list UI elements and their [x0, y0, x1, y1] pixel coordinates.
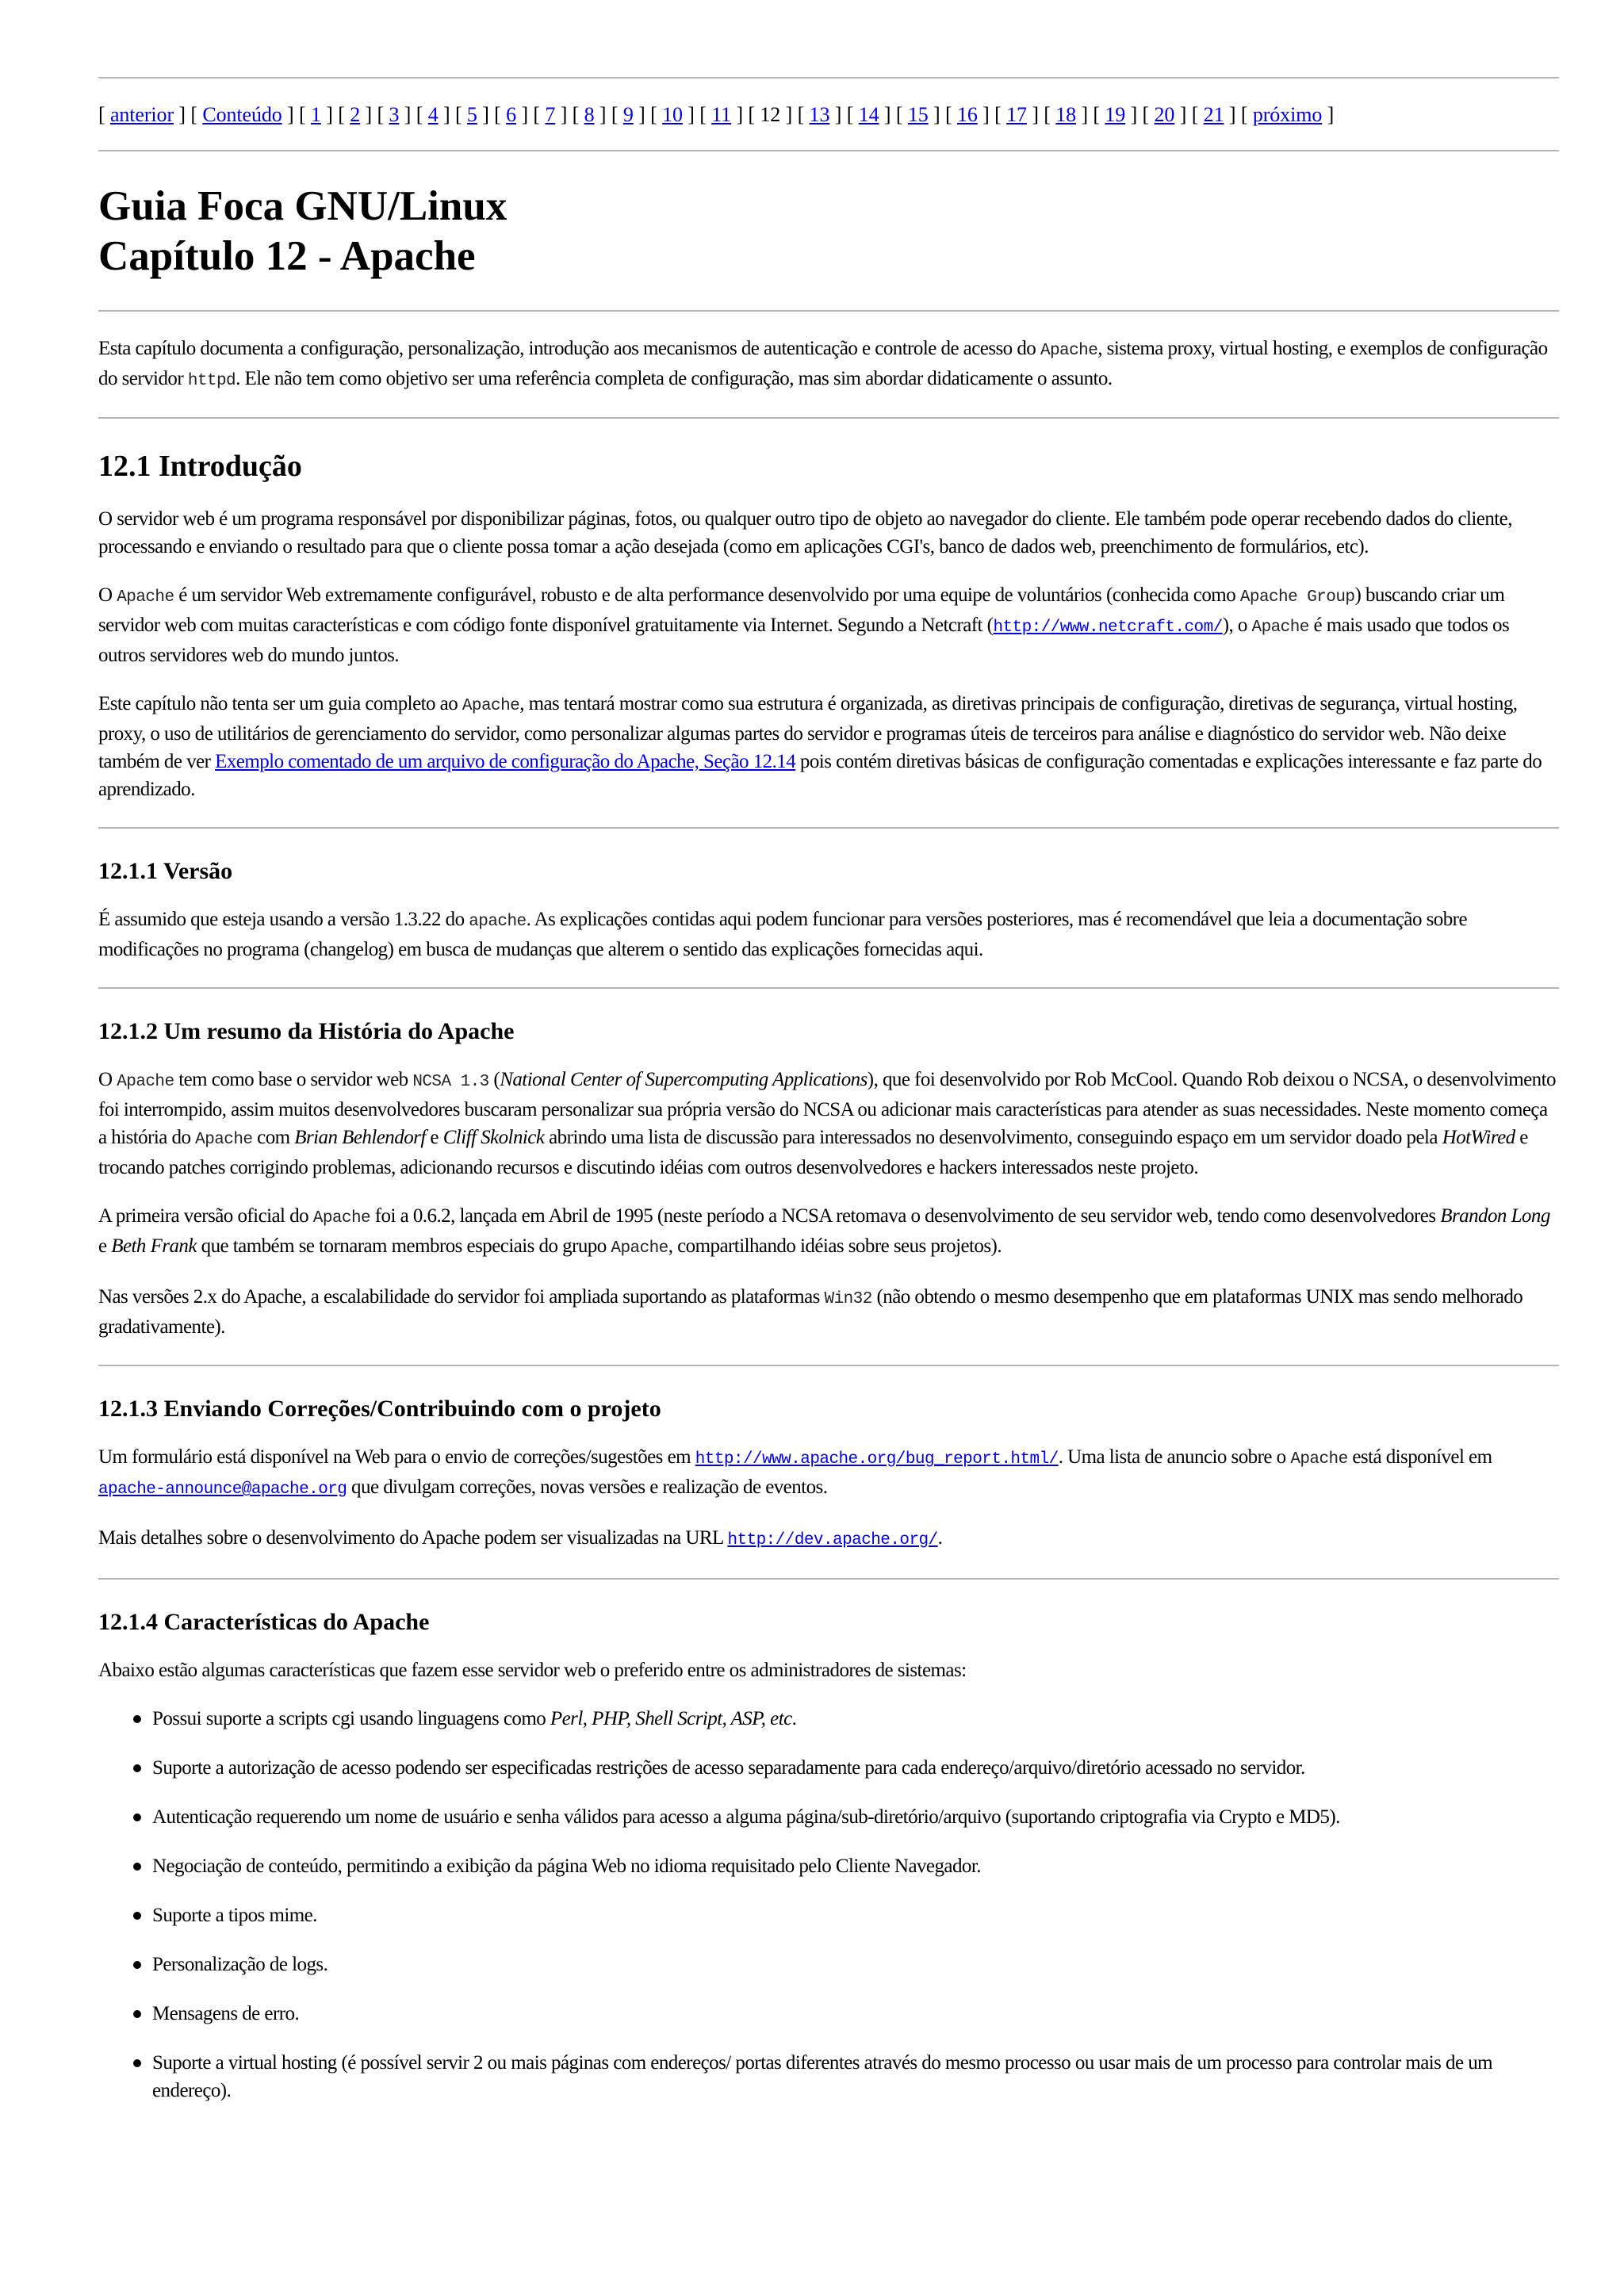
nav-page-21[interactable]: 21: [1203, 103, 1224, 126]
nav-page-20[interactable]: 20: [1154, 103, 1175, 126]
list-item: Mensagens de erro.: [98, 2000, 1559, 2028]
chapter-navigation: [ anterior ] [ Conteúdo ] [ 1 ] [ 2 ] [ 3 ] [ 4 ] [ 5 ] [ 6 ] [ 7 ] [ 8 ] [ 9 ] [ 10 ] [ 11 ] [ 12 ] [ 13 ] [ 14 ] [ 15 ] [ 16 ] [ 17 ] [ 18 ] [ 19 ] [ 20 ] [ 21 ] [ próximo ]: [98, 103, 1335, 126]
section-heading-12-1-3: 12.1.3 Enviando Correções/Contribuindo com o projeto: [98, 1396, 661, 1422]
paragraph: O Apache tem como base o servidor web NCSA 1.3 (National Center of Supercomputing Applications), que foi desenvolvido por Rob McCool. Quando Rob deixou o NCSA, o desenvolvimento foi interrompido, assim muitos desenvolvedores buscaram personalizar sua própria versão do NCSA ou adicionar mais características para atender as suas necessidades. Neste momento começa a história do Apache com Brian Behlendorf e Cliff Skolnick abrindo uma lista de discussão para interessados no desenvolvimento, conseguindo espaço em um servidor doado pela HotWired e trocando patches corrigindo problemas, adicionando recursos e discutindo idéias com outros desenvolvedores e hackers interessados neste projeto.: [98, 1069, 1556, 1178]
paragraph: Mais detalhes sobre o desenvolvimento do Apache podem ser visualizadas na URL http://dev.apache.org/.: [98, 1527, 943, 1549]
divider: [98, 1365, 1559, 1366]
nav-contents-link[interactable]: Conteúdo: [202, 103, 282, 126]
dev-apache-link[interactable]: http://dev.apache.org/: [727, 1531, 938, 1549]
nav-page-9[interactable]: 9: [622, 103, 634, 126]
nav-page-14[interactable]: 14: [858, 103, 879, 126]
nav-page-8[interactable]: 8: [584, 103, 595, 126]
config-example-link[interactable]: Exemplo comentado de um arquivo de configuração do Apache, Seção 12.14: [215, 751, 796, 772]
netcraft-link[interactable]: http://www.netcraft.com/: [993, 618, 1223, 637]
list-item: Personalização de logs.: [98, 1951, 1559, 1978]
section-heading-12-1-1: 12.1.1 Versão: [98, 858, 233, 884]
list-item: Suporte a tipos mime.: [98, 1901, 1559, 1929]
announce-email-link[interactable]: apache-announce@apache.org: [98, 1480, 347, 1499]
paragraph: Abaixo estão algumas características que fazem esse servidor web o preferido entre os administradores de sistemas:: [98, 1660, 967, 1681]
divider: [98, 987, 1559, 989]
paragraph: É assumido que esteja usando a versão 1.3.22 do apache. As explicações contidas aqui podem funcionar para versões posteriores, mas é recomendável que leia a documentação sobre modificações no programa (changelog) em busca de mudanças que alterem o sentido das explicações fornecidas aqui.: [98, 909, 1468, 960]
section-heading-12-1-2: 12.1.2 Um resumo da História do Apache: [98, 1018, 515, 1044]
divider: [98, 827, 1559, 829]
document-page: [98, 77, 1559, 2126]
list-item: Suporte a virtual hosting (é possível servir 2 ou mais páginas com endereços/ portas diferentes através do mesmo processo ou usar mais de um processo para controlar mais de um endereço).: [98, 2049, 1559, 2104]
divider: [98, 310, 1559, 312]
nav-page-2[interactable]: 2: [350, 103, 361, 126]
features-list: [98, 1705, 1559, 2104]
nav-previous-link[interactable]: anterior: [109, 103, 174, 126]
nav-page-7[interactable]: 7: [545, 103, 556, 126]
bug-report-link[interactable]: http://www.apache.org/bug_report.html/: [695, 1450, 1059, 1469]
nav-page-4[interactable]: 4: [427, 103, 439, 126]
nav-page-6[interactable]: 6: [506, 103, 517, 126]
section-heading-12-1-4: 12.1.4 Características do Apache: [98, 1609, 430, 1635]
nav-page-1[interactable]: 1: [310, 103, 321, 126]
list-item: Autenticação requerendo um nome de usuário e senha válidos para acesso a alguma página/sub-diretório/arquivo (suportando criptografia via Crypto e MD5).: [98, 1803, 1559, 1831]
book-title: Guia Foca GNU/Linux: [98, 183, 508, 229]
nav-page-13[interactable]: 13: [809, 103, 830, 126]
paragraph: Nas versões 2.x do Apache, a escalabilidade do servidor foi ampliada suportando as plataformas Win32 (não obtendo o mesmo desempenho que em plataformas UNIX mas sendo melhorado gradativamente).: [98, 1286, 1523, 1338]
nav-page-19[interactable]: 19: [1105, 103, 1126, 126]
nav-page-10[interactable]: 10: [662, 103, 683, 126]
chapter-title: Capítulo 12 - Apache: [98, 233, 476, 279]
paragraph: O servidor web é um programa responsável por disponibilizar páginas, fotos, ou qualquer outro tipo de objeto ao navegador do cliente. Ele também pode operar recebendo dados do cliente, processando e enviando o resultado para que o cliente possa tomar a ação desejada (como em aplicações CGI's, banco de dados web, preenchimento de formulários, etc).: [98, 508, 1512, 557]
nav-next-link[interactable]: próximo: [1252, 103, 1323, 126]
paragraph: A primeira versão oficial do Apache foi a 0.6.2, lançada em Abril de 1995 (neste período a NCSA retomava o desenvolvimento de seu servidor web, tendo como desenvolvedores Brandon Long e Beth Frank que também se tornaram membros especiais do grupo Apache, compartilhando idéias sobre seus projetos).: [98, 1205, 1550, 1258]
code-apache: Apache: [1040, 342, 1098, 360]
list-item: Possui suporte a scripts cgi usando linguagens como Perl, PHP, Shell Script, ASP, etc.: [98, 1705, 1559, 1733]
nav-current-page: 12: [760, 103, 781, 126]
nav-page-3[interactable]: 3: [389, 103, 400, 126]
paragraph: O Apache é um servidor Web extremamente configurável, robusto e de alta performance desenvolvido por uma equipe de voluntários (conhecida como Apache Group) buscando criar um servidor web com muitas características e com código fonte disponível gratuitamente via Internet. Segundo a Netcraft (http://www.netcraft.com/), o Apache é mais usado que todos os outros servidores web do mundo juntos.: [98, 584, 1510, 666]
section-heading-12-1: 12.1 Introdução: [98, 450, 302, 483]
paragraph: Este capítulo não tenta ser um guia completo ao Apache, mas tentará mostrar como sua estrutura é organizada, as diretivas principais de configuração, diretivas de segurança, virtual hosting, proxy, o uso de utilitários de gerenciamento do servidor, como personalizar algumas partes do servidor e programas úteis de terceiros para análise e diagnóstico do servidor web. Não deixe também de ver Exemplo comentado de um arquivo de configuração do Apache, Seção 12.14 pois contém diretivas básicas de configuração comentadas e explicações interessante e faz parte do aprendizado.: [98, 693, 1542, 800]
code-httpd: httpd: [187, 372, 236, 390]
paragraph: Um formulário está disponível na Web para o envio de correções/sugestões em http://www.apache.org/bug_report.html/. Uma lista de anuncio sobre o Apache está disponível em apache-announce@apache.org que divulgam correções, novas versões e realização de eventos.: [98, 1446, 1492, 1499]
list-item: Negociação de conteúdo, permitindo a exibição da página Web no idioma requisitado pelo Cliente Navegador.: [98, 1852, 1559, 1880]
chapter-intro: Esta capítulo documenta a configuração, personalização, introdução aos mecanismos de autenticação e controle de acesso do Apache, sistema proxy, virtual hosting, e exemplos de configuração do servidor httpd. Ele não tem como objetivo ser uma referência completa de configuração, mas sim abordar didaticamente o assunto.: [98, 338, 1548, 390]
nav-page-5[interactable]: 5: [466, 103, 477, 126]
nav-page-18[interactable]: 18: [1055, 103, 1077, 126]
nav-page-16[interactable]: 16: [956, 103, 978, 126]
page-title: [98, 182, 1559, 281]
list-item: Suporte a autorização de acesso podendo ser especificadas restrições de acesso separadamente para cada endereço/arquivo/diretório acessado no servidor.: [98, 1754, 1559, 1782]
nav-page-11[interactable]: 11: [711, 103, 732, 126]
nav-page-15[interactable]: 15: [907, 103, 929, 126]
nav-page-17[interactable]: 17: [1006, 103, 1027, 126]
divider: [98, 150, 1559, 151]
divider: [98, 417, 1559, 419]
divider: [98, 1578, 1559, 1580]
